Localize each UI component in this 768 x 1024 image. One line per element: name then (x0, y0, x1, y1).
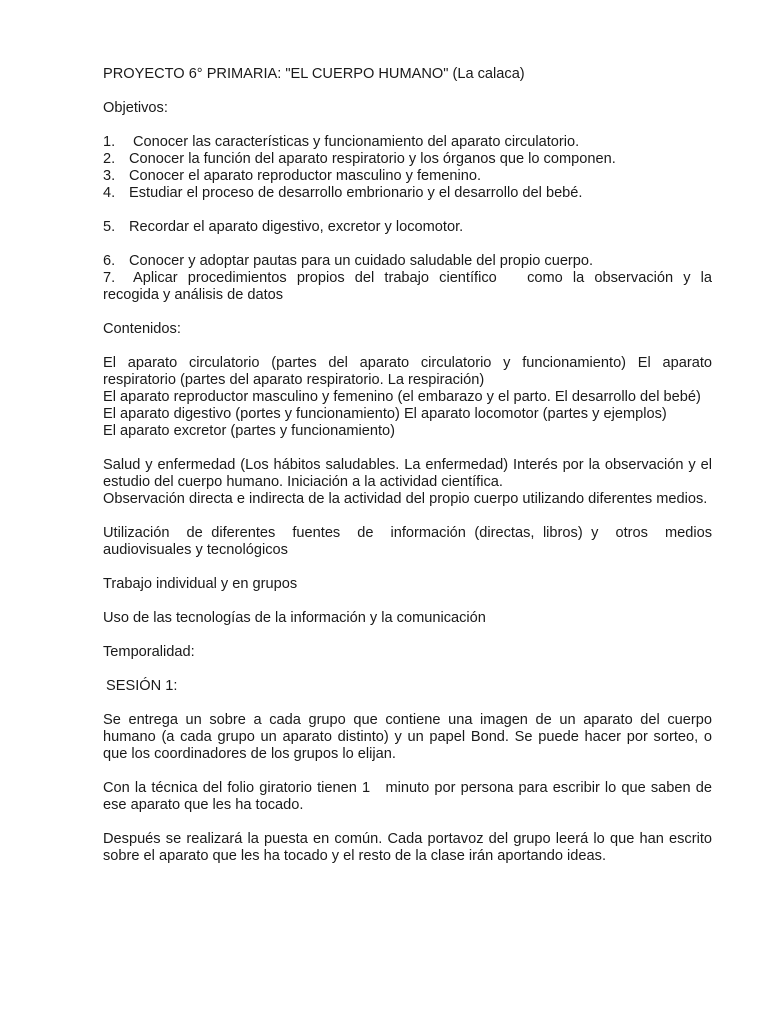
objetivo-number: 6. (103, 253, 116, 269)
contenido-circulatorio: El aparato circulatorio (partes del aparato circulatorio y funcionamiento) El aparato respiratorio (partes del aparato respiratorio. La respiración) (103, 355, 712, 388)
objetivo-text: Conocer y adoptar pautas para un cuidado saludable del propio cuerpo. (129, 253, 594, 269)
contenido-excretor: El aparato excretor (partes y funcionamiento) (103, 423, 396, 439)
temporalidad-heading: Temporalidad: (103, 644, 195, 660)
sesion-paragraph-3: Después se realizará la puesta en común. Cada portavoz del grupo leerá lo que han escrito sobre el aparato que les ha tocado y el resto de la clase irán aportando ideas. (103, 831, 712, 864)
objetivo-number: 3. (103, 168, 116, 184)
objetivo-text: Conocer el aparato reproductor masculino y femenino. (129, 168, 482, 184)
document-title: PROYECTO 6° PRIMARIA: "EL CUERPO HUMANO" (La calaca) (103, 66, 525, 82)
contenido-utilizacion: Utilización de diferentes fuentes de información (directas, libros) y otros medios audiovisuales y tecnológicos (103, 525, 717, 558)
objetivo-number: 1. (103, 134, 116, 150)
sesion-heading: SESIÓN 1: (106, 678, 178, 694)
contenido-salud: Salud y enfermedad (Los hábitos saludables. La enfermedad) Interés por la observación y el estudio del cuerpo humano. Iniciación a la actividad científica. (103, 457, 712, 490)
objetivo-item-7 (103, 270, 712, 304)
contenido-reproductor: El aparato reproductor masculino y femenino (el embarazo y el parto. El desarrollo del bebé) (103, 389, 701, 405)
objetivo-text: Recordar el aparato digestivo, excretor y locomotor. (129, 219, 464, 235)
contenido-observacion: Observación directa e indirecta de la actividad del propio cuerpo utilizando diferentes medios. (103, 491, 708, 507)
sesion-paragraph-1: Se entrega un sobre a cada grupo que contiene una imagen de un aparato del cuerpo humano (a cada grupo un aparato distinto) y un papel Bond. Se puede hacer por sorteo, o que los coordinadores de los grupos lo elijan. (103, 712, 712, 762)
objetivo-text-continued: recogida y análisis de datos (103, 287, 284, 303)
objetivo-item-1 (103, 134, 712, 151)
objetivo-text: Conocer las características y funcionamiento del aparato circulatorio. (133, 134, 580, 150)
objetivos-heading: Objetivos: (103, 100, 168, 116)
objetivo-number: 7. (103, 270, 116, 286)
document-page (103, 66, 717, 865)
objetivo-item-3 (103, 168, 712, 185)
objetivo-text: Estudiar el proceso de desarrollo embrionario y el desarrollo del bebé. (129, 185, 583, 201)
objetivo-item-5 (103, 219, 712, 236)
objetivo-text: Conocer la función del aparato respiratorio y los órganos que lo componen. (129, 151, 616, 167)
contenidos-heading: Contenidos: (103, 321, 181, 337)
objetivo-text: Aplicar procedimientos propios del trabajo científico como la observación y la (133, 270, 712, 286)
objetivo-number: 4. (103, 185, 116, 201)
objetivo-number: 5. (103, 219, 116, 235)
contenido-uso: Uso de las tecnologías de la información y la comunicación (103, 610, 486, 626)
contenido-digestivo: El aparato digestivo (portes y funcionamiento) El aparato locomotor (partes y ejemplos) (103, 406, 667, 422)
objetivo-item-6 (103, 253, 712, 270)
contenido-trabajo: Trabajo individual y en grupos (103, 576, 298, 592)
objetivo-item-4 (103, 185, 712, 202)
objetivo-number: 2. (103, 151, 116, 167)
sesion-paragraph-2: Con la técnica del folio giratorio tienen 1 minuto por persona para escribir lo que saben de ese aparato que les ha tocado. (103, 780, 717, 813)
objetivo-item-2 (103, 151, 712, 168)
